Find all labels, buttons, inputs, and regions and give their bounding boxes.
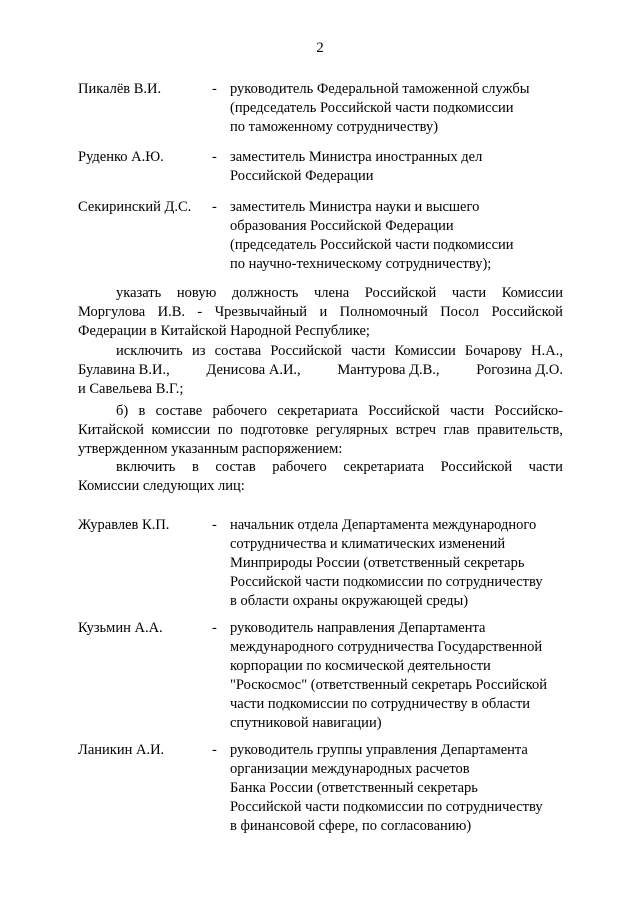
description-line: Минприроды России (ответственный секретарь <box>230 555 525 571</box>
description-line: Российской части подкомиссии по сотрудничеству <box>230 574 543 590</box>
word: секретариата <box>343 459 425 475</box>
word: комиссии <box>151 422 211 438</box>
word: части <box>351 343 386 359</box>
word: подготовке <box>240 422 309 438</box>
description-line: организации международных расчетов <box>230 761 470 777</box>
description-line: Российской части подкомиссии по сотрудничеству <box>230 799 543 815</box>
description-line: в финансовой сфере, по согласованию) <box>230 818 472 834</box>
word: регулярных <box>315 422 389 438</box>
member-description <box>230 148 570 186</box>
word: члена <box>313 285 350 301</box>
justified-line <box>78 361 563 380</box>
word: встреч <box>395 422 437 438</box>
word: части <box>528 459 563 475</box>
description-line: Российской Федерации <box>230 168 374 184</box>
word: правительств, <box>477 422 563 438</box>
description-line: заместитель Министра науки и высшего <box>230 199 480 215</box>
word: части <box>451 285 487 301</box>
justified-line <box>78 402 563 421</box>
word: рабочего <box>272 459 327 475</box>
member-description <box>230 619 570 733</box>
description-line: (председатель Российской части подкомиссии <box>230 237 514 253</box>
word: Российской <box>491 304 563 320</box>
member-description <box>230 741 570 836</box>
description-line: корпорации по космической деятельности <box>230 658 491 674</box>
member-name: Журавлев К.П. <box>78 517 170 533</box>
page-number: 2 <box>316 40 324 56</box>
word: составе <box>155 403 203 419</box>
text-line: и Савельева В.Г.; <box>78 381 184 397</box>
member-name: Пикалёв В.И. <box>78 81 162 97</box>
member-name: Руденко А.Ю. <box>78 149 164 165</box>
word: Бочарову <box>464 343 522 359</box>
member-name: Кузьмин А.А. <box>78 620 163 636</box>
word: Российской <box>368 403 440 419</box>
description-line: спутниковой навигации) <box>230 715 382 731</box>
word: рабочего <box>212 403 267 419</box>
word: Моргулова <box>78 304 146 320</box>
word: в <box>191 459 199 475</box>
word: в <box>138 403 146 419</box>
description-line: начальник отдела Департамента международного <box>230 517 537 533</box>
word: указать <box>116 285 162 301</box>
word: состава <box>214 343 262 359</box>
member-name: Секиринский Д.С. <box>78 199 192 215</box>
word: И.В. <box>157 304 185 320</box>
person-name: Мантурова Д.В., <box>337 362 440 378</box>
member-description <box>230 80 570 137</box>
description-line: части подкомиссии по сотрудничеству в области <box>230 696 531 712</box>
description-line: международного сотрудничества Государственной <box>230 639 543 655</box>
text-line: Комиссии следующих лиц: <box>78 478 245 494</box>
word: по <box>217 422 233 438</box>
word: Китайской <box>78 422 144 438</box>
text-line: утвержденном указанным распоряжением: <box>78 441 343 457</box>
description-line: заместитель Министра иностранных дел <box>230 149 483 165</box>
text-line: Федерации в Китайской Народной Республике; <box>78 323 370 339</box>
description-line: руководитель группы управления Департамента <box>230 742 528 758</box>
description-line: по таможенному сотрудничеству) <box>230 119 439 135</box>
member-description <box>230 198 570 274</box>
dash: - <box>212 517 217 533</box>
word: Посол <box>440 304 480 320</box>
paragraph-new-position <box>78 284 563 341</box>
word: исключить <box>116 343 183 359</box>
word: Полномочный <box>339 304 428 320</box>
word: включить <box>116 459 176 475</box>
word: Российской <box>440 459 513 475</box>
word: секретариата <box>277 403 358 419</box>
description-line: образования Российской Федерации <box>230 218 454 234</box>
word: - <box>197 304 203 320</box>
word: части <box>449 403 485 419</box>
justified-line <box>78 342 563 361</box>
word: новую <box>176 285 217 301</box>
person-name: Рогозина Д.О. <box>476 362 563 378</box>
word: Н.А., <box>531 343 563 359</box>
word: состав <box>215 459 256 475</box>
description-line: сотрудничества и климатических изменений <box>230 536 506 552</box>
justified-line <box>78 303 563 322</box>
person-name: Булавина В.И., <box>78 362 170 378</box>
description-line: руководитель Федеральной таможенной службы <box>230 81 530 97</box>
description-line: в области охраны окружающей среды) <box>230 593 469 609</box>
description-line: (председатель Российской части подкомиссии <box>230 100 514 116</box>
word: Комиссии <box>501 285 563 301</box>
paragraph-secretariat <box>78 402 563 459</box>
justified-line <box>78 284 563 303</box>
word: Комиссии <box>394 343 456 359</box>
word: б) <box>116 403 129 419</box>
description-line: Банка России (ответственный секретарь <box>230 780 478 796</box>
word: должность <box>231 285 299 301</box>
word: Российско- <box>494 403 563 419</box>
dash: - <box>212 149 217 165</box>
member-name: Ланикин А.И. <box>78 742 165 758</box>
dash: - <box>212 620 217 636</box>
word: Российской <box>270 343 342 359</box>
word: из <box>191 343 206 359</box>
word: Российской <box>364 285 437 301</box>
person-name: Денисова А.И., <box>206 362 301 378</box>
description-line: "Роскосмос" (ответственный секретарь Российской <box>230 677 548 693</box>
dash: - <box>212 81 217 97</box>
member-description <box>230 516 570 611</box>
description-line: руководитель направления Департамента <box>230 620 486 636</box>
justified-line <box>78 458 563 477</box>
dash: - <box>212 742 217 758</box>
paragraph-exclude <box>78 342 563 399</box>
word: Чрезвычайный <box>214 304 308 320</box>
word: и <box>319 304 328 320</box>
dash: - <box>212 199 217 215</box>
justified-line <box>78 421 563 440</box>
description-line: по научно-техническому сотрудничеству); <box>230 256 492 272</box>
paragraph-include <box>78 458 563 496</box>
word: глав <box>443 422 470 438</box>
